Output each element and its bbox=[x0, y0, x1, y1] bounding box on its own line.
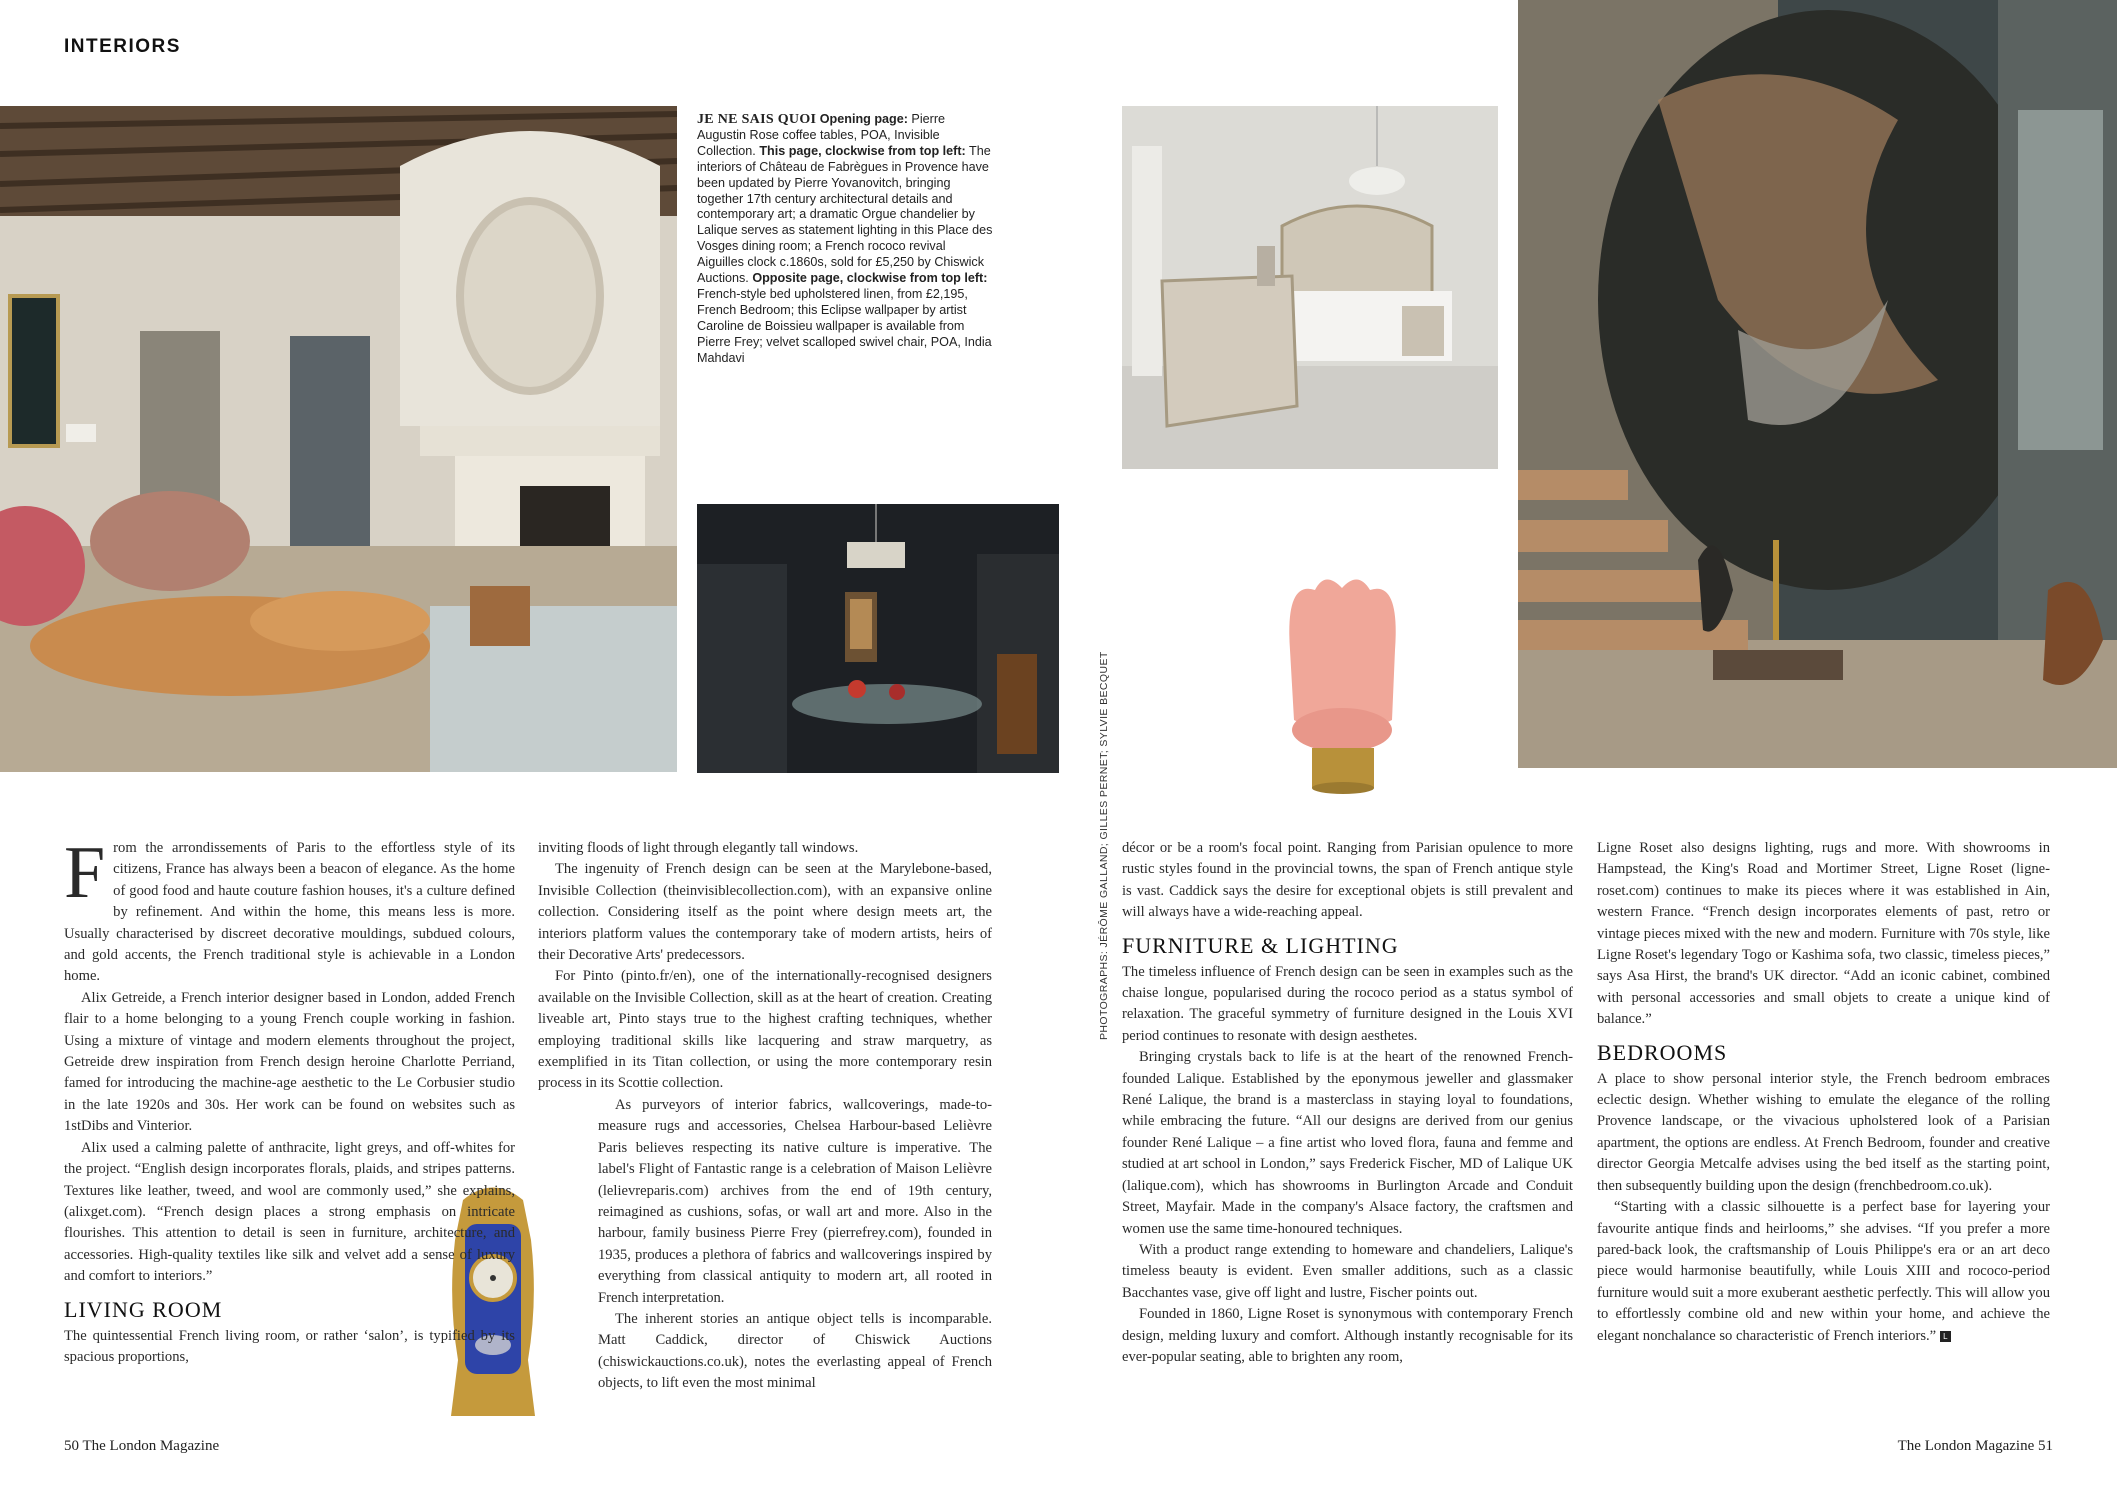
col1-p1: rom the arrondissements of Paris to the effortless style of its citizens, France has always been a beacon of elegance. As the home of good food and haute couture fashion houses, it's a culture defined by refinement. And within the home, this means less is more. Usually characterised by discreet decorative mouldings, subdued colours, and gold accents, the French traditional style is achievable in a London home. bbox=[64, 840, 515, 985]
col4-p3-text: “Starting with a classic silhouette is a perfect base for layering your favourite antique finds and heirlooms,” she advises. “If you prefer a more pared-back look, the craftsmanship of Louis Philippe's era or an art deco piece would harmonise beautifully, while Louis XIII and rococo-period furniture would suit a more exuberant aesthetic perfectly. This will allow you to effortlessly combine old and new within your home, and achieve the elegant nonchalance so characteristic of French interiors.” bbox=[1597, 1199, 2050, 1344]
col3-p3: Bringing crystals back to life is at the heart of the renowned French-founded Lalique. Established by the eponymous jeweller and glassmaker René Lalique, the brand is a masterclass in staying loyal to foundations, while embracing the future. “All our designs are derived from our genius founder René Lalique – a fine artist who loved flora, fauna and femme and studied at art school in London,” says Frederick Fischer, MD of Lalique UK (lalique.com), which has showrooms in Burlington Arcade and Conduit Street, Mayfair. Made in the company's Alsace factory, the craftsmen and women use the same time-honoured techniques. bbox=[1122, 1049, 1573, 1237]
col3-p1: décor or be a room's focal point. Ranging from Parisian opulence to more rustic styles found in the provincial towns, the span of French antique style is vast. Caddick says the desire for exceptional objets is still prevalent and will always have a wide-reaching appeal. bbox=[1122, 840, 1573, 921]
caption-text-this-page: The interiors of Château de Fabrègues in Provence have been updated by Pierre Yovanovitch, bringing together 17th century architectural details and contemporary art; a dramatic Orgue chandelier by Lalique serves as statement lighting in this Place des Vosges dining room; a French rococo revival Aiguilles clock c.1860s, sold for £5,250 by Chiswick Auctions. bbox=[697, 143, 993, 286]
photo-velvet-chair bbox=[1280, 570, 1405, 802]
folio-left: 50 The London Magazine bbox=[64, 1438, 220, 1454]
col4-p1: Ligne Roset also designs lighting, rugs and more. With showrooms in Hampstead, the King's Road and Mortimer Street, Ligne Roset (ligne-roset.com) continues to make its pieces where it was established in Ain, western France. “French design incorporates elements of past, retro or vintage pieces mixed with the new and modern. Furniture with 70s style, like Ligne Roset's legendary Togo or Kashima sofa, two classic, timeless pieces,” says Asa Hirst, the brand's UK director. “Add an iconic cabinet, combined with personal accessories and small objets to create a unique kind of balance.” bbox=[1597, 840, 2050, 1028]
col2-p4: As purveyors of interior fabrics, wallcoverings, made-to-measure rugs and accessories, Chelsea Harbour-based Lelièvre Paris believes respecting its native culture is imperative. The label's Flight of Fantastic range is a celebration of Maison Lelièvre (lelievreparis.com) archives from the end of 19th century, reimagined as cushions, sofas, or wall art and more. Also in the harbour, family business Pierre Frey (pierrefrey.com), founded in 1935, produces a plethora of fabrics and wallcoverings inspired by everything from classical antiquity to modern art, all rooted in French interpretation. bbox=[598, 1096, 992, 1306]
photo-french-bed bbox=[1122, 106, 1498, 469]
photo-chateau-salon bbox=[0, 106, 677, 772]
caption-lead: JE NE SAIS QUOI bbox=[697, 112, 817, 127]
caption-label-opening: Opening page: bbox=[819, 112, 908, 126]
photo-caption bbox=[697, 112, 995, 367]
col2-p1: inviting floods of light through elegantly tall windows. bbox=[538, 840, 859, 856]
col2-p3: For Pinto (pinto.fr/en), one of the internationally-recognised designers available on the Invisible Collection, skill as at the heart of creation. Creating liveable art, Pinto stays true to the highest crafting techniques, whether employing traditional skills like lacquering and straw marquetry, as exemplified in its Titan collection, or using the more contemporary resin process in its Scottie collection. bbox=[538, 968, 992, 1092]
heading-furniture-lighting: FURNITURE & LIGHTING bbox=[1122, 932, 1399, 958]
col1-p4: The quintessential French living room, or rather ‘salon’, is typified by its spacious proportions, bbox=[64, 1327, 515, 1365]
intro-paragraph bbox=[64, 832, 515, 988]
heading-bedrooms: BEDROOMS bbox=[1597, 1039, 1728, 1065]
drop-cap: F bbox=[64, 832, 106, 914]
photo-eclipse-wallpaper bbox=[1518, 0, 2117, 768]
body-column-3 bbox=[1122, 838, 1573, 1368]
end-mark: L bbox=[1940, 1331, 1951, 1342]
caption-label-opposite: Opposite page, clockwise from top left: bbox=[752, 271, 988, 286]
caption-label-this-page: This page, clockwise from top left: bbox=[759, 143, 966, 158]
caption-text-opening: Pierre Augustin Rose coffee tables, POA, Invisible Collection. bbox=[697, 112, 946, 158]
col1-p3: Alix used a calming palette of anthracite, light greys, and off-whites for the project. “English design incorporates florals, plaids, and stripes patterns. Textures like leather, tweed, and wool are commonly used,” she explains, (alixget.com). “French design places a strong emphasis on intricate flourishes. This attention to detail is seen in furniture, architecture, and accessories. High-quality textiles like silk and velvet add a sense of luxury and comfort to interiors.” bbox=[64, 1139, 515, 1285]
col2-p2: The ingenuity of French design can be seen at the Marylebone-based, Invisible Collection (theinvisiblecollection.com), with an expansive online collection. Considering itself as the point where design meets art, the interiors platform values the contemporary take of modern artists, heirs of their Decorative Arts' predecessors. bbox=[538, 861, 992, 964]
body-column-2 bbox=[538, 838, 992, 1395]
col1-p2: Alix Getreide, a French interior designer based in London, added French flair to a home belonging to a young French couple working in fashion. Using a mixture of vintage and modern elements throughout the project, Getreide drew inspiration from French design heroine Charlotte Perriand, famed for introducing the machine-age aesthetic to the Le Corbusier studio in the late 1920s and 30s. Her work can be found on websites such as 1stDibs and Vinterior. bbox=[64, 989, 515, 1135]
col3-p4: With a product range extending to homeware and chandeliers, Lalique's timeless beauty is evident. Even smaller additions, such as a classic Bacchantes vase, give off light and lustre, Fischer points out. bbox=[1122, 1241, 1573, 1301]
photo-dining-chandelier bbox=[697, 504, 1059, 773]
caption-text-opposite: French-style bed upholstered linen, from £2,195, French Bedroom; this Eclipse wallpaper by artist Caroline de Boissieu wallpaper is available from Pierre Frey; velvet scalloped swivel chair, POA, India Mahdavi bbox=[697, 286, 992, 365]
col3-p2: The timeless influence of French design can be seen in examples such as the chaise longue, popularised during the rococo period as a status symbol of relaxation. The graceful symmetry of furniture designed in the Louis XVI period continues to resonate with design aesthetes. bbox=[1122, 963, 1573, 1044]
col4-p2: A place to show personal interior style, the French bedroom embraces eclectic design. Whether wishing to emulate the elegance of the rolling Provence landscape, or the vivacious upholstered look of a Parisian apartment, the options are endless. At French Bedroom, founder and creative director Georgia Metcalfe advises using the bed itself as the starting point, then subsequently building upon the design (frenchbedroom.co.uk). bbox=[1597, 1070, 2050, 1194]
body-column-1 bbox=[64, 832, 515, 1368]
section-tag: INTERIORS bbox=[64, 36, 181, 57]
heading-living-room: LIVING ROOM bbox=[64, 1296, 223, 1322]
photo-credit: PHOTOGRAPHS: JÉRÔME GALLAND; GILLES PERNET; SYLVIE BECQUET bbox=[1098, 651, 1110, 1040]
folio-right: The London Magazine 51 bbox=[1897, 1438, 2053, 1454]
col3-p5: Founded in 1860, Ligne Roset is synonymous with contemporary French design, melding luxury and comfort. Although instantly recognisable for its ever-popular seating, able to brighten any room, bbox=[1122, 1306, 1573, 1365]
clock-wrap-spacer bbox=[538, 1131, 598, 1381]
col4-p3 bbox=[1597, 1197, 2050, 1347]
col2-p5: The inherent stories an antique object tells is incomparable. Matt Caddick, director of Chiswick Auctions (chiswickauctions.co.uk), notes the everlasting appeal of French objects, to lift even the most minimal bbox=[598, 1310, 992, 1392]
body-column-4 bbox=[1597, 838, 2050, 1347]
